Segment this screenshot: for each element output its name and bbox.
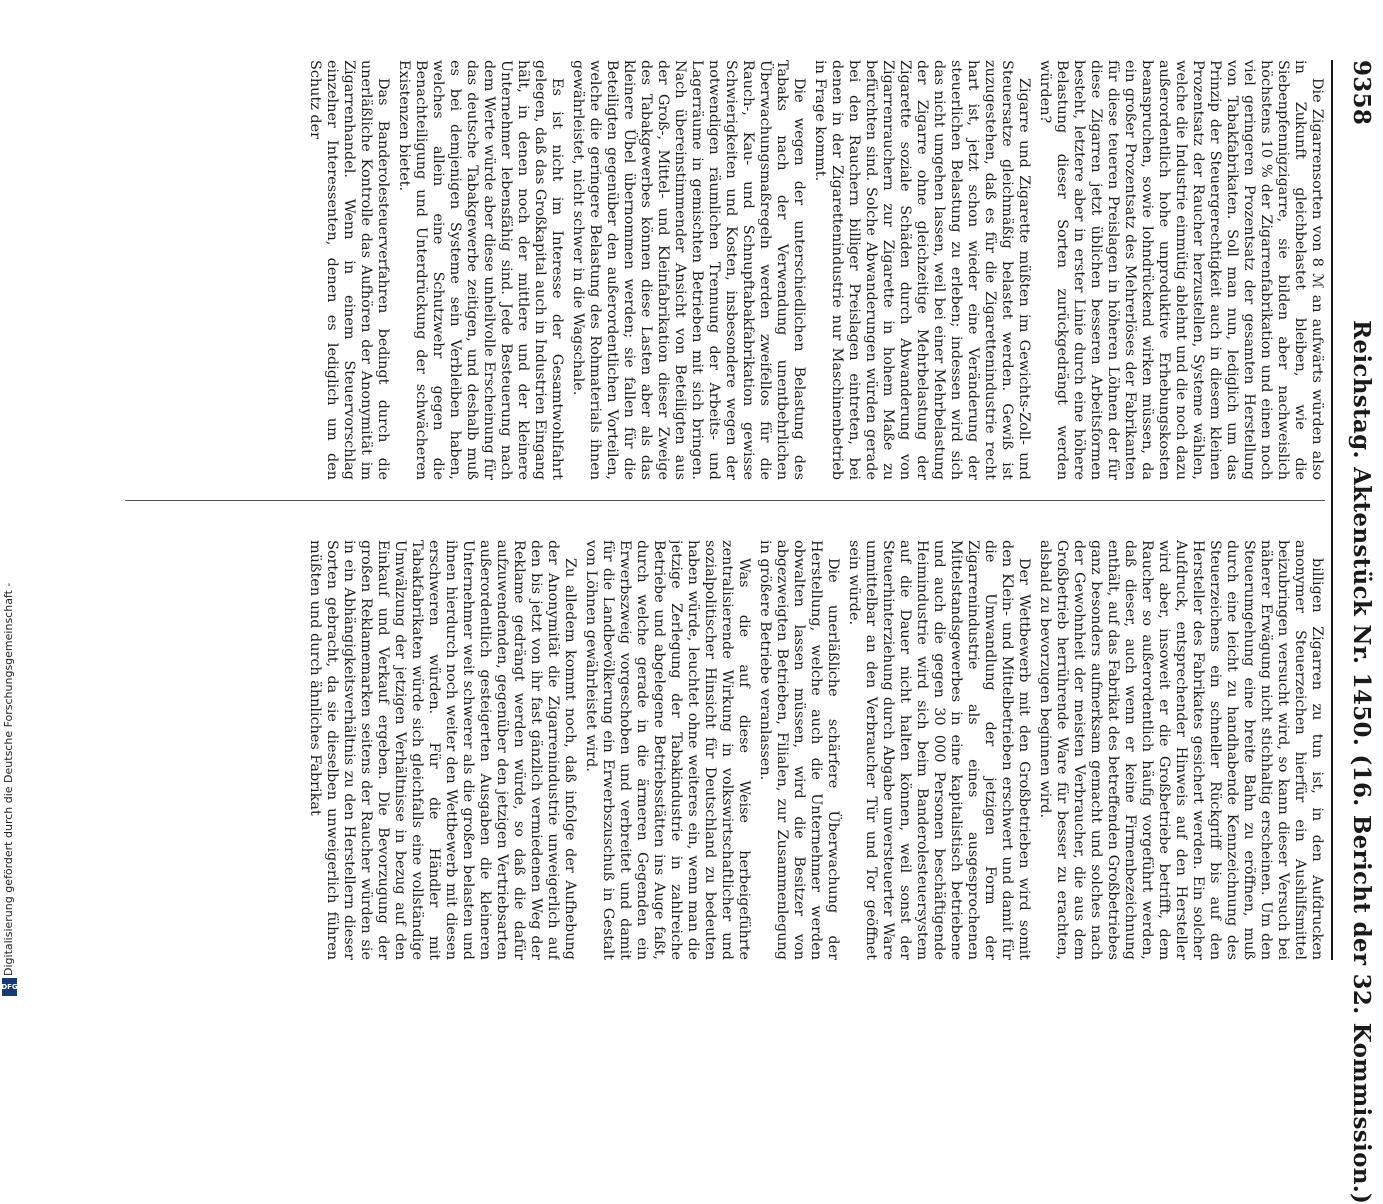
paragraph: Die unerläßliche schärfere Überwachung der Herstellung, welche auch die Unternehmer werden obwalten lassen müssen, wird die Besitzer von abgezweigten Betrieben, Filialen, zur Zusammenlegung in größere Betriebe veranlassen. [757,540,841,960]
text-column-right [115,540,1325,960]
rotated-page-content [103,0,1383,1204]
footer-credit-text: Digitalisierung gefördert durch die Deutsche Forschungsgemeinschaft - [2,582,15,976]
paragraph: Die Zigarrensorten von 8 ℳ an aufwärts würden also in Zukunft gleichbelastet bleiben, wie die Siebenpfennigzigarre, sie bilden aber nachweislich höchstens 10 % der Zigarrenfabrikation und einen noch viel geringeren Prozentsatz der gesamten Herstellung von Tabakfabrikaten. Soll man nun, lediglich um das Prinzip der Steuergerechtigkeit auch in diesem kleinen Prozentsatz der Raucher herzustellen, Systeme wählen, welche die Industrie einmütig ablehnt und die noch dazu außerordentlich hohe unproduktive Erhebungskosten beanspruchen, sowie lohndrückend wirken müssen, da ein großer Prozentsatz des Mehrerlöses der Fabrikanten für diese teueren Preislagen in höheren Löhnen der für diese Zigarren jetzt üblichen besseren Arbeitsformen besteht, letztere aber in erster Linie durch eine höhere Belastung dieser Sorten zurückgedrängt werden würden? [1037,60,1325,480]
page-number: 9358 [1348,60,1375,126]
paragraph: Zu alledem kommt noch, daß infolge der Aufhebung der Anonymität die Zigarrenindustrie unweigerlich auf den bis jetzt von ihr fast gänzlich vermiedenen Weg der Reklame gedrängt werden würde, so daß die dafür aufzuwendenden, gegenüber den jetzigen Vertriebsarten außerordentlich gesteigerten Ausgaben die kleineren Unternehmer weit schwerer als die großen belasten und ihnen hierdurch noch weiter den Wettbewerb mit diesen erschweren würden. Für die Händler mit Tabakfabrikaten würde sich gleichfalls eine vollständige Umwälzung der jetzigen Verhältnisse in bezug auf den Einkauf und Verkauf ergeben. Die Bevorzugung der großen Reklamemarken seitens der Raucher würden sie in ein Abhängigkeitsverhältnis zu den Herstellern dieser Sorten gebracht, da sie dieselben unweigerlich führen müßten und durch ähnliches Fabrikat [307,540,578,960]
text-column-left [115,60,1325,480]
column-divider [125,500,1325,501]
paragraph: Der Wettbewerb mit den Großbetrieben wird somit den Klein- und Mittelbetrieben erschwert und damit für die Umwandlung der jetzigen Form der Zigarrenindustrie als eines ausgesprochenen Mittelstandsgewerbes in eine kapitalistisch betriebene und auch die gegen 30 000 Personen beschäftigende Heimindustrie wird sich beim Banderolesteuersystem auf die Dauer nicht halten können, weil sonst der Steuerhinterziehung durch Abgabe unversteuerter Ware unmittelbar an den Verbraucher Tür und Tor geöffnet sein würde. [846,540,1032,960]
header-divider [1331,60,1333,960]
paragraph: Zigarre und Zigarette müßten im Gewichts-Zoll- und Steuersatze gleichmäßig belastet werden. Gewiß ist zuzugestehen, daß es für die Zigarettenindustrie recht hart ist, jetzt schon wieder eine Veränderung der steuerlichen Belastung zu erleben; indessen wird sich das nicht umgehen lassen, weil bei einer Mehrbelastung der Zigarre ohne gleichzeitige Mehrbelastung der Zigarette soziale Schäden durch Abwanderung von Zigarrenrauchern zur Zigarette in hohem Maße zu befürchten sind. Solche Abwanderungen würden gerade bei den Rauchern billiger Preislagen eintreten, bei denen in der Zigarettenindustrie nur Maschinenbetrieb in Frage kommt. [812,60,1032,480]
dfg-logo-icon: DFG [2,978,17,996]
paragraph: Es ist nicht im Interesse der Gesamtwohlfahrt gelegen, daß das Großkapital auch in Industrien Eingang hält, in denen noch der mittlere und der kleinere Unternehmer lebensfähig sind. Jede Besteuerung nach dem Werte würde aber diese unheilvolle Erscheinung für das deutsche Tabakgewerbe zeitigen, und deshalb muß es bei demjenigen Systeme sein Verbleiben haben, welches allein eine Schutzwehr gegen die Benachteiligung und Unterdrückung der schwächeren Existenzen bietet. [396,60,565,480]
digitization-footer [0,0,20,1000]
paragraph: Das Banderolesteuerverfahren bedingt durch die unerläßliche Kontrolle das Aufhören der Anonymität im Zigarrenhandel. Wenn in einem Steuervorschlag einzelner Interessenten, denen es lediglich um den Schutz der [307,60,391,480]
paragraph: billigen Zigarren zu tun ist, in den Aufdrucken anonymer Steuerzeichen hierfür ein Aushilfsmittel beizubringen versucht wird, so kann dieser Versuch bei näherer Erwägung nicht stichhaltig erscheinen. Um den Steuerumgehung eine breite Bahn zu eröffnen, muß durch eine leicht zu handhabende Kennzeichnung des Steuerzeichens ein schneller Rückgriff bis auf den Hersteller des Fabrikates gesichert werden. Ein solcher Aufdruck, entsprechender Hinweis auf den Hersteller wird aber, insoweit er die Großbetriebe betrifft, dem Raucher so außerordentlich häufig vorgeführt werden, daß dieser, auch wenn er keine Firmenbezeichnung enthält, auf das Fabrikat des betreffenden Großbetriebes ganz besonders aufmerksam gemacht und solches nach der Gewohnheit der meisten Verbraucher, die aus dem Großbetrieb herrührende Ware für besser zu erachten, alsbald zu bevorzugen beginnen wird. [1037,540,1325,960]
paragraph: Die wegen der unterschiedlichen Belastung des Tabaks nach der Verwendung unentbehrlichen Überwachungsmaßregeln werden zweifellos für die Rauch-, Kau- und Schnupftabakfabrikation gewisse Schwierigkeiten und Kosten, insbesondere wegen der notwendigen räumlichen Trennung der Arbeits- und Lagerräume in gemischten Betrieben mit sich bringen. Nach übereinstimmender Ansicht von Beteiligten aus der Groß-, Mittel- und Kleinfabrikation dieser Zweige des Tabakgewerbes können diese Lasten aber als das kleinere Übel übernommen werden; sie fallen für die Beteiligten gegenüber den außerordentlichen Vorteilen, welche die geringere Belastung des Rohmaterials ihnen gewährleistet, nicht schwer in die Wagschale. [570,60,807,480]
paragraph: Was die auf diese Weise herbeigeführte zentralisierende Wirkung in volkswirtschaftlicher und sozialpolitischer Hinsicht für Deutschland zu bedeuten haben würde, leuchtet ohne weiteres ein, wenn man die jetzige Zerlegung der Tabakindustrie in zahlreiche Betriebe und abgelegene Betriebsstätten ins Auge faßt, durch welche gerade in die ärmeren Gegenden ein Erwerbszweig vorgeschoben und verbreitet und damit für die Landbevölkerung ein Erwerbszuschuß in Gestalt von Löhnen gewährleistet wird. [583,540,752,960]
page-title: Reichstag. Aktenstück Nr. 1450. (16. Bericht der 32. Kommission.) [1348,320,1375,1204]
page-header [1329,60,1375,1204]
